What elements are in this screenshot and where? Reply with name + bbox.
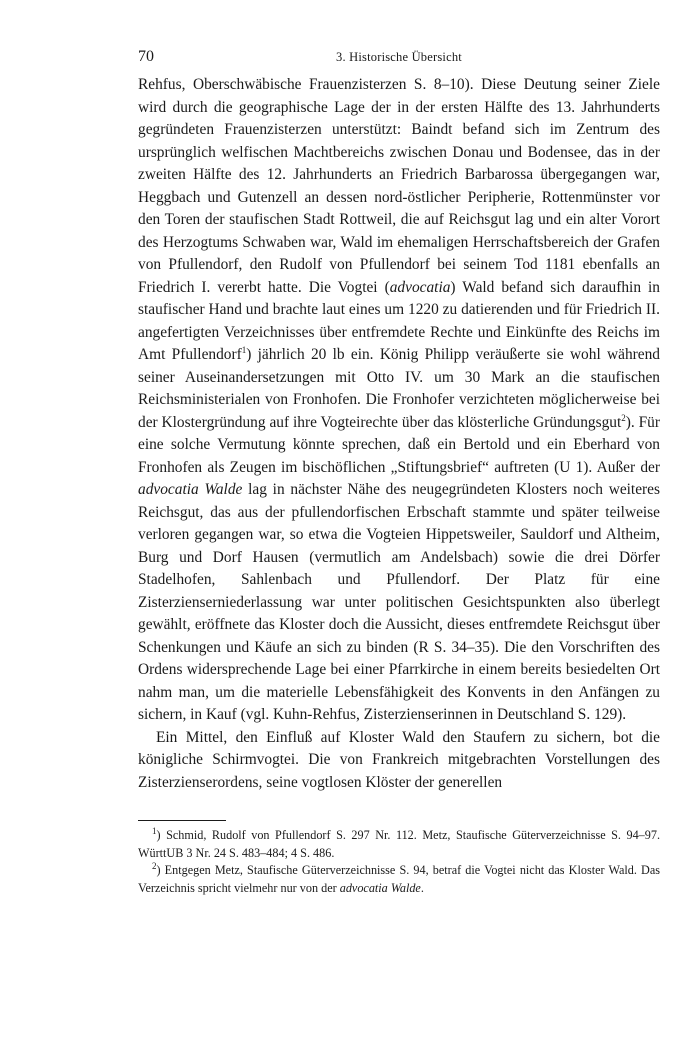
- paragraph-2: Ein Mittel, den Einfluß auf Kloster Wald den Staufern zu sichern, bot die königliche Schirmvogtei. Die von Frankreich mitgebrachten Vorstellungen des Zisterzienserordens, seine vogtlosen Klöster der generellen: [138, 728, 660, 791]
- footnote-2-text-b: .: [420, 880, 424, 895]
- footnote-1: [138, 827, 660, 862]
- footnote-ref-2[interactable]: 2: [621, 412, 626, 423]
- paragraph-1-text-b: ) Wald befand sich daraufhin in staufischer Hand und brachte laut eines um 1220 zu datierenden und für Friedrich II. angefertigten Verzeichnisses über entfremdete Rechte und Einkünfte des Reichs im Amt Pfullendorf: [138, 278, 660, 363]
- footnotes: [138, 827, 660, 897]
- footnote-2: [138, 862, 660, 897]
- paragraph-1-text-d: ). Für eine solche Vermutung könnte sprechen, daß ein Bertold und ein Eberhard von Fronhofen als Zeugen im bischöflichen „Stiftungsbrief“ auftreten (U 1). Außer der: [138, 413, 661, 476]
- footnote-2-mark: 2: [152, 860, 157, 871]
- chapter-title: 3. Historische Übersicht: [336, 50, 462, 64]
- book-page: [138, 48, 660, 897]
- footnote-2-text-a: ) Entgegen Metz, Staufische Güterverzeichnisse S. 94, betraf die Vogtei nicht das Kloster Wald. Das Verzeichnis spricht vielmehr nur von der: [138, 863, 660, 895]
- paragraph-1: [138, 74, 660, 727]
- italic-term-advocatia-walde: advocatia Walde: [138, 481, 243, 498]
- running-head: [138, 48, 660, 74]
- footnote-1-text: ) Schmid, Rudolf von Pfullendorf S. 297 Nr. 112. Metz, Staufische Güterverzeichnisse S. 94–97. WürttUB 3 Nr. 24 S. 483–484; 4 S. 486.: [138, 828, 660, 860]
- footnote-1-mark: 1: [152, 825, 157, 836]
- paragraph-1-text-a: Rehfus, Oberschwäbische Frauenzisterzen S. 8–10). Diese Deutung seiner Ziele wird durch die geographische Lage der in der ersten Hälfte des 13. Jahrhunderts gegründeten Frauenzisterzen unterstützt: Baindt befand sich im Zentrum des ursprünglich welfischen Machtbereichs zwischen Donau und Bodensee, das in der zweiten Hälfte des 12. Jahrhunderts an Friedrich Barbarossa übergegangen war, Heggbach und Gutenzell an dessen nord-östlicher Peripherie, Rottenmünster vor den Toren der staufischen Stadt Rottweil, die auf Reichsgut lag und ein alter Vorort des Herzogtums Schwaben war, Wald im ehemaligen Herrschaftsbereich der Grafen von Pfullendorf, den Rudolf von Pfullendorf bei seinem Tod 1181 ebenfalls an Friedrich I. vererbt hatte. Die Vogtei (: [138, 76, 660, 296]
- footnote-2-italic: advocatia Walde: [339, 880, 421, 895]
- footnote-ref-1[interactable]: 1: [241, 344, 247, 355]
- paragraph-1-text-e: lag in nächster Nähe des neugegründeten Klosters noch weiteres Reichsgut, das aus der pfullendorfischen Erbschaft stammte und später teilweise verloren gegangen war, so etwa die Vogteien Hippetsweiler, Sauldorf und Altheim, Burg und Dorf Hausen (vermutlich am Andelsbach) sowie die drei Dörfer Stadelhofen, Sahlenbach und Pfullendorf. Der Platz für eine Zisterzienserniederlassung war unter politischen Gesichtspunkten also überlegt gewählt, eröffnete das Kloster doch die Aussicht, dieses entfremdete Reichsgut über Schenkungen und Käufe an sich zu binden (R S. 34–35). Die den Vorschriften des Ordens widersprechende Lage bei einer Pfarrkirche in einem bereits besiedelten Ort nahm man, um die materielle Lebensfähigkeit des Konvents in den Anfängen zu sichern, in Kauf (vgl. Kuhn-Rehfus, Zisterzienserinnen in Deutschland S. 129).: [138, 481, 660, 723]
- page-number: 70: [138, 48, 154, 65]
- italic-term-advocatia: advocatia: [389, 278, 451, 296]
- main-text: [138, 74, 660, 794]
- footnote-divider: [138, 820, 226, 821]
- paragraph-1-text-c: ) jährlich 20 lb ein. König Philipp veräußerte sie wohl während seiner Auseinandersetzungen mit Otto IV. um 30 Mark an die staufischen Reichsministerialen von Fronhofen. Die Fronhofer verzichteten möglicherweise bei der Klostergründung auf ihre Vogteirechte über das klösterliche Gründungsgut: [138, 346, 660, 431]
